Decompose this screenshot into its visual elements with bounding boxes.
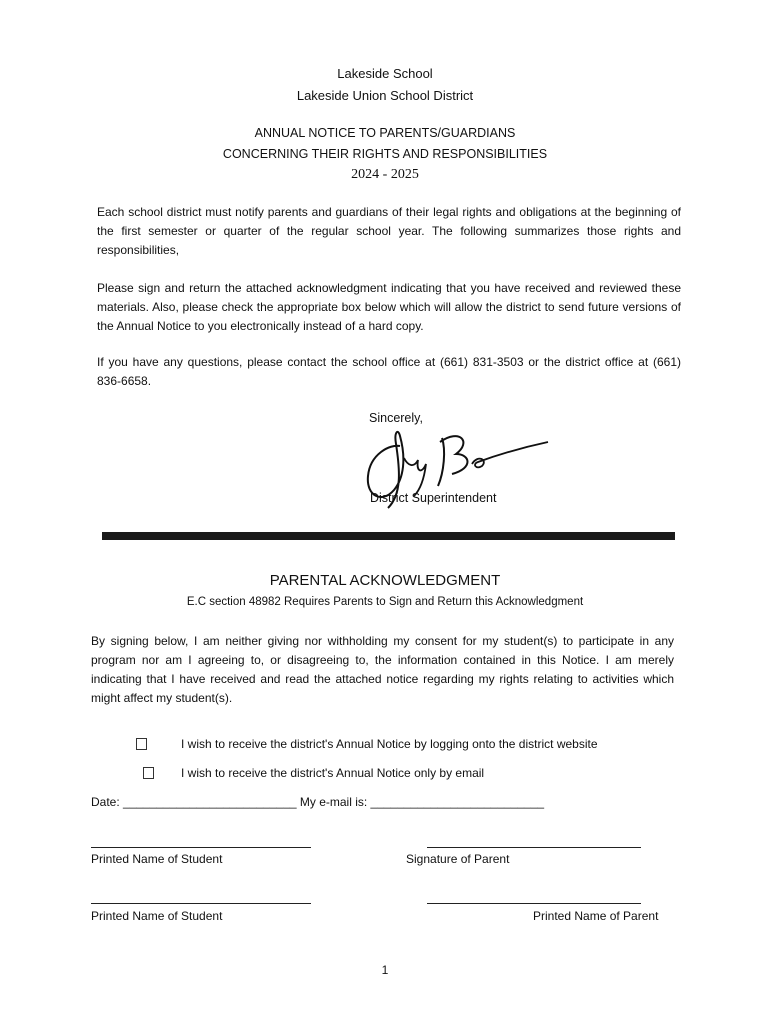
parent-signature-line[interactable] bbox=[427, 847, 641, 848]
email-option-label: I wish to receive the district's Annual Notice only by email bbox=[181, 766, 485, 780]
acknowledgment-subtitle: E.C section 48982 Requires Parents to Sign and Return this Acknowledgment bbox=[186, 596, 584, 608]
school-name: Lakeside School bbox=[337, 66, 433, 81]
notice-title-line1: ANNUAL NOTICE TO PARENTS/GUARDIANS bbox=[254, 126, 516, 140]
website-option-label: I wish to receive the district's Annual Notice by logging onto the district website bbox=[181, 737, 598, 751]
intro-paragraph: Each school district must notify parents and guardians of their legal rights and obligations at the beginning of the first semester or quarter of the regular school year. The following summarizes those rights and responsibilities, bbox=[97, 205, 681, 257]
student-name-label-2: Printed Name of Student bbox=[91, 909, 223, 923]
student-name-label-1: Printed Name of Student bbox=[91, 852, 223, 866]
school-year: 2024 - 2025 bbox=[351, 167, 419, 182]
parent-name-line[interactable] bbox=[427, 903, 641, 904]
contact-paragraph: If you have any questions, please contact the school office at (661) 831-3503 or the district office at (661) 836-6658. bbox=[97, 355, 681, 388]
sincerely-text: Sincerely, bbox=[369, 411, 423, 425]
student-name-line-1[interactable] bbox=[91, 847, 311, 848]
acknowledgment-paragraph: By signing below, I am neither giving nor withholding my consent for my student(s) to participate in any program nor am I agreeing to, or disagreeing to, the information contained in this Notice. I am merely indicating that I have received and read the attached notice regarding my rights relating to activities which might affect my student(s). bbox=[91, 634, 674, 705]
email-option-checkbox[interactable] bbox=[143, 767, 154, 779]
district-name: Lakeside Union School District bbox=[296, 88, 474, 103]
parent-name-label: Printed Name of Parent bbox=[533, 909, 659, 923]
parent-signature-label: Signature of Parent bbox=[406, 852, 510, 866]
instructions-paragraph: Please sign and return the attached acknowledgment indicating that you have received and reviewed these materials. Also, please check the appropriate box below which will allow the district to send future versions of the Annual Notice to you electronically instead of a hard copy. bbox=[97, 281, 681, 333]
date-email-line[interactable]: Date: __________________________ My e-mail is: __________________________ bbox=[91, 795, 545, 809]
section-divider bbox=[102, 532, 675, 540]
website-option-checkbox[interactable] bbox=[136, 738, 147, 750]
page-number: 1 bbox=[381, 963, 389, 977]
student-name-line-2[interactable] bbox=[91, 903, 311, 904]
acknowledgment-title: PARENTAL ACKNOWLEDGMENT bbox=[269, 572, 501, 589]
notice-title-line2: CONCERNING THEIR RIGHTS AND RESPONSIBILITIES bbox=[222, 147, 548, 161]
superintendent-title: District Superintendent bbox=[370, 491, 497, 505]
